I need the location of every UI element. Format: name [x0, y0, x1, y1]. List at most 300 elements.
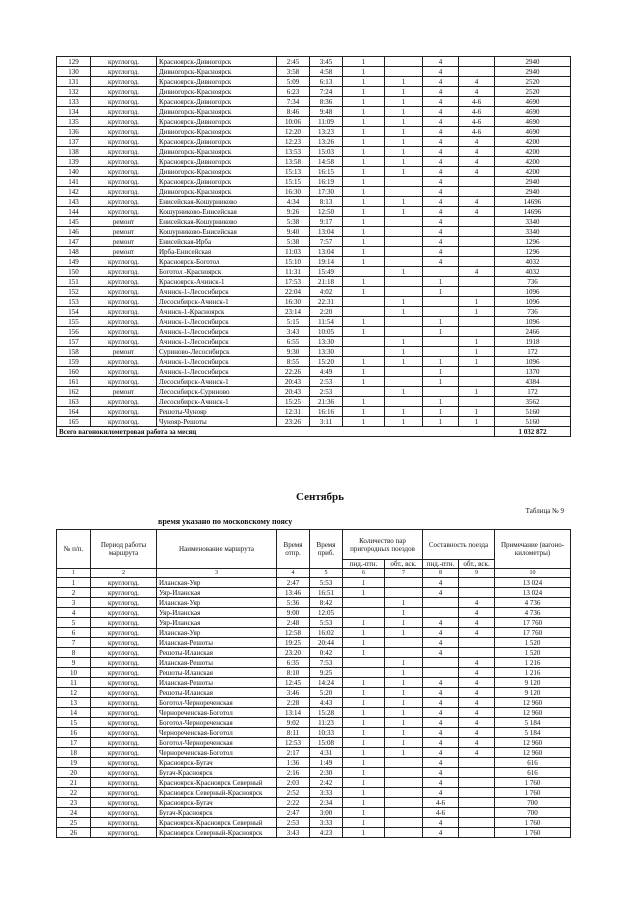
table-cell: 1 [343, 377, 385, 387]
table-cell: 4 [423, 227, 459, 237]
table-cell: 17 760 [495, 628, 571, 638]
table-cell: 9 120 [495, 678, 571, 688]
table-cell: 160 [57, 367, 91, 377]
table-cell: 1 [385, 147, 423, 157]
table-cell: 0:42 [310, 648, 343, 658]
table-cell: 12:23 [277, 137, 310, 147]
table-cell: 1 [459, 347, 495, 357]
table-cell: 158 [57, 347, 91, 357]
table-cell: 1 520 [495, 648, 571, 658]
table-cell: Ачинск-1-Лесосибирск [157, 327, 277, 337]
table-row [57, 768, 571, 778]
table-cell: 2940 [495, 57, 571, 67]
table-cell: 8 [57, 648, 91, 658]
table-cell [385, 788, 423, 798]
table-row [57, 97, 571, 107]
table-row [57, 417, 571, 427]
table-cell: 1 [385, 387, 423, 397]
table-cell [385, 287, 423, 297]
table-cell: 155 [57, 317, 91, 327]
table-cell: 1 [343, 197, 385, 207]
table-cell: 11:09 [310, 117, 343, 127]
table-cell: 1 [459, 337, 495, 347]
table-cell: 20:43 [277, 387, 310, 397]
table-cell: Чернореченская-Боготол [157, 728, 277, 738]
header-period: Период работы маршрута [91, 530, 157, 569]
table-cell: 1 [343, 628, 385, 638]
table-cell: 1 [385, 357, 423, 367]
table-cell: 1 [385, 678, 423, 688]
table-number: Таблица № 9 [525, 507, 564, 515]
table-row [57, 397, 571, 407]
table-cell [459, 808, 495, 818]
table-cell [459, 638, 495, 648]
table-cell: ремонт [91, 387, 157, 397]
table-cell: 130 [57, 67, 91, 77]
table-cell [343, 307, 385, 317]
table-cell: 1 [343, 137, 385, 147]
table-cell: 4 [459, 718, 495, 728]
table-row [57, 708, 571, 718]
table-cell: Решоты-Иланская [157, 668, 277, 678]
table-cell: 7:57 [310, 237, 343, 247]
table-cell: 1096 [495, 287, 571, 297]
table-cell: 4 [423, 688, 459, 698]
table-cell: 7:24 [310, 87, 343, 97]
table-cell: 2:53 [310, 377, 343, 387]
table-cell: 4 [459, 628, 495, 638]
table-cell: 12:31 [277, 407, 310, 417]
table-cell: круглогод. [91, 307, 157, 317]
table-cell: 23:20 [277, 648, 310, 658]
table-cell [343, 347, 385, 357]
table-cell: 1 [343, 177, 385, 187]
table-cell: 4032 [495, 267, 571, 277]
table-cell: 1 [343, 678, 385, 688]
table-cell: 136 [57, 127, 91, 137]
table-cell: Красноярск-Боготол [157, 257, 277, 267]
table-cell: ремонт [91, 227, 157, 237]
table-cell: 12:58 [277, 628, 310, 638]
table-cell: 4384 [495, 377, 571, 387]
table-cell: 5:36 [277, 598, 310, 608]
table-cell: 2:34 [310, 798, 343, 808]
table-cell: Ачинск-1-Лесосибирск [157, 287, 277, 297]
table-cell: 3562 [495, 397, 571, 407]
table-cell [459, 828, 495, 838]
table-cell [459, 367, 495, 377]
table-cell: круглогод. [91, 277, 157, 287]
table-row [57, 758, 571, 768]
table-cell: 1 [343, 708, 385, 718]
table-cell: 1 [385, 127, 423, 137]
table-cell: 5:53 [310, 578, 343, 588]
table-cell [459, 187, 495, 197]
table-cell: 146 [57, 227, 91, 237]
table-cell: 15:10 [277, 257, 310, 267]
table-cell: 13:53 [277, 147, 310, 157]
table-cell: 9:02 [277, 718, 310, 728]
table-cell: 144 [57, 207, 91, 217]
table-cell: 1 216 [495, 658, 571, 668]
table-cell: 1 [343, 187, 385, 197]
table-cell [459, 377, 495, 387]
table-cell: 4 [459, 668, 495, 678]
table-cell: 4 [423, 257, 459, 267]
table-cell: 4690 [495, 127, 571, 137]
table-row [57, 648, 571, 658]
table-cell: 139 [57, 157, 91, 167]
table-cell: 16:19 [310, 177, 343, 187]
table-cell: 4200 [495, 137, 571, 147]
table-cell: 1 520 [495, 638, 571, 648]
table-cell: 1 [343, 87, 385, 97]
table-cell: 14696 [495, 197, 571, 207]
table-cell: Красноярск-Дивногорск [157, 137, 277, 147]
table-cell: Боготол-Чернореченская [157, 698, 277, 708]
table-cell: 1 [343, 257, 385, 267]
table-cell: 4-6 [423, 808, 459, 818]
table-row [57, 327, 571, 337]
table-cell: Иланская-Уяр [157, 598, 277, 608]
table-cell: 2:16 [277, 768, 310, 778]
table-cell: круглогод. [91, 317, 157, 327]
table-cell: 1 [385, 297, 423, 307]
table-cell: круглогод. [91, 658, 157, 668]
table-row [57, 137, 571, 147]
table-cell: 162 [57, 387, 91, 397]
table-cell: 138 [57, 147, 91, 157]
table-cell: круглогод. [91, 397, 157, 407]
table-cell: 10:05 [310, 327, 343, 337]
table-cell: 2520 [495, 77, 571, 87]
table-row [57, 177, 571, 187]
table-cell: 6:13 [310, 77, 343, 87]
table-cell: круглогод. [91, 688, 157, 698]
table-cell: Красноярск-Дивногорск [157, 157, 277, 167]
table-cell: 14:24 [310, 678, 343, 688]
table-cell: круглогод. [91, 748, 157, 758]
table-cell: Кошурниково-Енисейская [157, 207, 277, 217]
table-cell: 1 760 [495, 828, 571, 838]
table-cell: круглогод. [91, 708, 157, 718]
table-cell: 14:58 [310, 157, 343, 167]
table-cell: 1096 [495, 357, 571, 367]
table-cell: 1 [343, 798, 385, 808]
table-cell: 4 [423, 97, 459, 107]
table-cell: 4 [423, 738, 459, 748]
table-cell: 153 [57, 297, 91, 307]
table-cell: 5:20 [310, 688, 343, 698]
header-pairs: Количество пар пригородных поездов [343, 530, 423, 560]
table-cell: 4 [423, 578, 459, 588]
table-cell: 1 [343, 407, 385, 417]
table-cell: 3:33 [310, 818, 343, 828]
table-cell: 15:08 [310, 738, 343, 748]
table-august-continued [56, 56, 571, 437]
table-cell: 1 [385, 307, 423, 317]
table-cell: 4 [423, 628, 459, 638]
table-cell: 8:42 [310, 598, 343, 608]
table-cell: Красноярск-Красноярск Северный [157, 818, 277, 828]
table-cell: 15:15 [277, 177, 310, 187]
table-cell: 1 [343, 688, 385, 698]
column-number: 7 [385, 569, 423, 578]
table-cell: 11:54 [310, 317, 343, 327]
table-cell: 1 [343, 367, 385, 377]
table-cell: 12:05 [310, 608, 343, 618]
column-number-row [57, 569, 571, 578]
table-cell: 161 [57, 377, 91, 387]
table-cell [343, 598, 385, 608]
table-cell: 16:15 [310, 167, 343, 177]
table-cell: 147 [57, 237, 91, 247]
table-cell: 1 [343, 217, 385, 227]
table-cell: 13 [57, 698, 91, 708]
table-cell: круглогод. [91, 97, 157, 107]
table-cell: Боготол -Красноярск [157, 267, 277, 277]
table-cell [459, 648, 495, 658]
table-cell: 131 [57, 77, 91, 87]
table-cell [459, 217, 495, 227]
table-row [57, 688, 571, 698]
table-cell: Лесосибирск-Суриново [157, 387, 277, 397]
table-cell: ремонт [91, 347, 157, 357]
table-cell: 700 [495, 808, 571, 818]
table-cell [385, 377, 423, 387]
table-cell: 4 [459, 207, 495, 217]
table-cell: 1 [385, 87, 423, 97]
table-cell: 4690 [495, 97, 571, 107]
table-cell: 23:14 [277, 307, 310, 317]
table-cell: 16 [57, 728, 91, 738]
table-cell [459, 778, 495, 788]
table-cell: 1 [385, 407, 423, 417]
table-cell: 4-6 [459, 97, 495, 107]
table-cell: 4 [459, 748, 495, 758]
table-cell: 4 [423, 588, 459, 598]
table-cell: 1 [459, 297, 495, 307]
table-cell: Уяр-Иланская [157, 608, 277, 618]
table-cell: Красноярск-Дивногорск [157, 97, 277, 107]
table-cell [385, 778, 423, 788]
table-row [57, 227, 571, 237]
total-label: Всего вагонокилометровая работа за месяц [57, 427, 495, 437]
table-cell: 4 [423, 728, 459, 738]
table-cell: 4 [459, 738, 495, 748]
table-cell: 1 [343, 758, 385, 768]
table-cell: 5:38 [277, 217, 310, 227]
table-cell: круглогод. [91, 267, 157, 277]
table-cell: 1 [343, 748, 385, 758]
table-cell: 1 [343, 828, 385, 838]
table-cell: 1 [423, 417, 459, 427]
table-cell: 4 [423, 768, 459, 778]
table-cell: 172 [495, 387, 571, 397]
column-number: 2 [91, 569, 157, 578]
table-cell: 2 [57, 588, 91, 598]
table-cell: круглогод. [91, 698, 157, 708]
table-cell: 4 [423, 247, 459, 257]
table-cell [423, 387, 459, 397]
table-cell: 1 [385, 688, 423, 698]
table-cell: круглогод. [91, 648, 157, 658]
table-cell: 1 [385, 107, 423, 117]
column-number: 8 [423, 569, 459, 578]
table-row [57, 57, 571, 67]
table-cell: 1 [343, 417, 385, 427]
table-cell: 4:49 [310, 367, 343, 377]
table-cell: Уяр-Иланская [157, 618, 277, 628]
table-cell: 1918 [495, 337, 571, 347]
table-cell: 19 [57, 758, 91, 768]
table-cell: 13:14 [277, 708, 310, 718]
table-cell: Красноярск-Дивногорск [157, 177, 277, 187]
table-row [57, 307, 571, 317]
table-cell: Иланская-Решоты [157, 678, 277, 688]
table-cell [385, 327, 423, 337]
table-cell: 2:03 [277, 778, 310, 788]
table-cell: круглогод. [91, 367, 157, 377]
table-cell: 4 [423, 828, 459, 838]
table-cell: 13:26 [310, 137, 343, 147]
table-cell: 1 [343, 127, 385, 137]
table-cell: 7:34 [277, 97, 310, 107]
table-cell: 148 [57, 247, 91, 257]
timezone-note: время указано по московскому поясу [158, 517, 293, 526]
table-row [57, 718, 571, 728]
table-cell: 4 [459, 698, 495, 708]
table-cell: 13:46 [277, 588, 310, 598]
table-cell [385, 187, 423, 197]
table-cell: 9:17 [310, 217, 343, 227]
table-row [57, 357, 571, 367]
table-cell [343, 668, 385, 678]
table-cell: 4 [423, 127, 459, 137]
table-cell: Ачинск-1-Красноярск [157, 307, 277, 317]
table-row [57, 197, 571, 207]
table-cell: круглогод. [91, 668, 157, 678]
table-row [57, 297, 571, 307]
table-cell: 1 [459, 357, 495, 367]
column-number: 10 [495, 569, 571, 578]
table-cell: 1 [343, 698, 385, 708]
header-num: № п/п. [57, 530, 91, 569]
table-cell: Чернореченская-Боготол [157, 748, 277, 758]
table-cell: 2:48 [277, 618, 310, 628]
table-cell: 3:46 [277, 688, 310, 698]
table-cell: 15:20 [310, 357, 343, 367]
table-cell [459, 57, 495, 67]
table-row [57, 267, 571, 277]
table-cell: 2:22 [277, 798, 310, 808]
table-cell: 4 [423, 87, 459, 97]
table-cell: круглогод. [91, 768, 157, 778]
table-cell: 1 [385, 698, 423, 708]
table-cell [423, 337, 459, 347]
table-cell: круглогод. [91, 167, 157, 177]
table-row [57, 167, 571, 177]
table-cell: 4 [459, 197, 495, 207]
table-cell: круглогод. [91, 618, 157, 628]
header-comp-weekday: пнд.-птн. [423, 560, 459, 569]
table-cell: 3340 [495, 217, 571, 227]
table-cell: 4-6 [423, 798, 459, 808]
table-row [57, 337, 571, 347]
table-cell: 16:30 [277, 297, 310, 307]
table-cell: 4 [423, 207, 459, 217]
table-cell: 12 960 [495, 708, 571, 718]
table-cell [459, 798, 495, 808]
table-cell: 4 [459, 618, 495, 628]
table-cell: 4 [423, 187, 459, 197]
table-cell: Дивногорск-Красноярск [157, 87, 277, 97]
table-cell: 1096 [495, 317, 571, 327]
table-cell: 4 [459, 157, 495, 167]
table-cell: 142 [57, 187, 91, 197]
table-cell: Решоты-Иланская [157, 688, 277, 698]
table-cell: 1 [385, 337, 423, 347]
table-cell: 3:58 [277, 67, 310, 77]
table-row [57, 387, 571, 397]
table-cell: 8:46 [277, 107, 310, 117]
table-cell: 5:09 [277, 77, 310, 87]
table-cell: 1 [343, 237, 385, 247]
table-cell: 133 [57, 97, 91, 107]
table-cell: 1 [385, 197, 423, 207]
table-cell [385, 768, 423, 778]
table-cell: 4 [423, 748, 459, 758]
table-cell: 7:53 [310, 658, 343, 668]
table-cell: круглогод. [91, 578, 157, 588]
table-cell: 2:30 [310, 768, 343, 778]
table-cell: 9:00 [277, 608, 310, 618]
table-cell: 4 [423, 177, 459, 187]
table-cell: круглогод. [91, 157, 157, 167]
table-cell: 12:50 [310, 207, 343, 217]
table-cell [459, 227, 495, 237]
table-cell: 17 [57, 738, 91, 748]
table-row [57, 237, 571, 247]
table-cell: 1 [459, 417, 495, 427]
table-row [57, 588, 571, 598]
table-cell: 4:43 [310, 698, 343, 708]
table-cell: 4 [423, 137, 459, 147]
table-cell: Лесосибирск-Ачинск-1 [157, 297, 277, 307]
table-cell [459, 768, 495, 778]
table-cell: 10 [57, 668, 91, 678]
table-cell [385, 67, 423, 77]
table-cell: 4690 [495, 117, 571, 127]
table-cell: Ачинск-1-Лесосибирск [157, 337, 277, 347]
table-cell: 20:43 [277, 377, 310, 387]
table-cell: 8:11 [277, 728, 310, 738]
table-cell: 4 [423, 788, 459, 798]
table-cell: 736 [495, 277, 571, 287]
table-cell: 1370 [495, 367, 571, 377]
table-cell: 1 [343, 97, 385, 107]
table-cell: 15:13 [277, 167, 310, 177]
table-row [57, 347, 571, 357]
table-cell [385, 648, 423, 658]
table-cell: 1296 [495, 237, 571, 247]
table-cell: круглогод. [91, 57, 157, 67]
table-cell: 4 [423, 758, 459, 768]
table-cell: Бугач-Красноярск [157, 808, 277, 818]
table-cell: 4-6 [459, 117, 495, 127]
header-arrival: Время приб. [310, 530, 343, 569]
table-cell: 9:26 [277, 207, 310, 217]
